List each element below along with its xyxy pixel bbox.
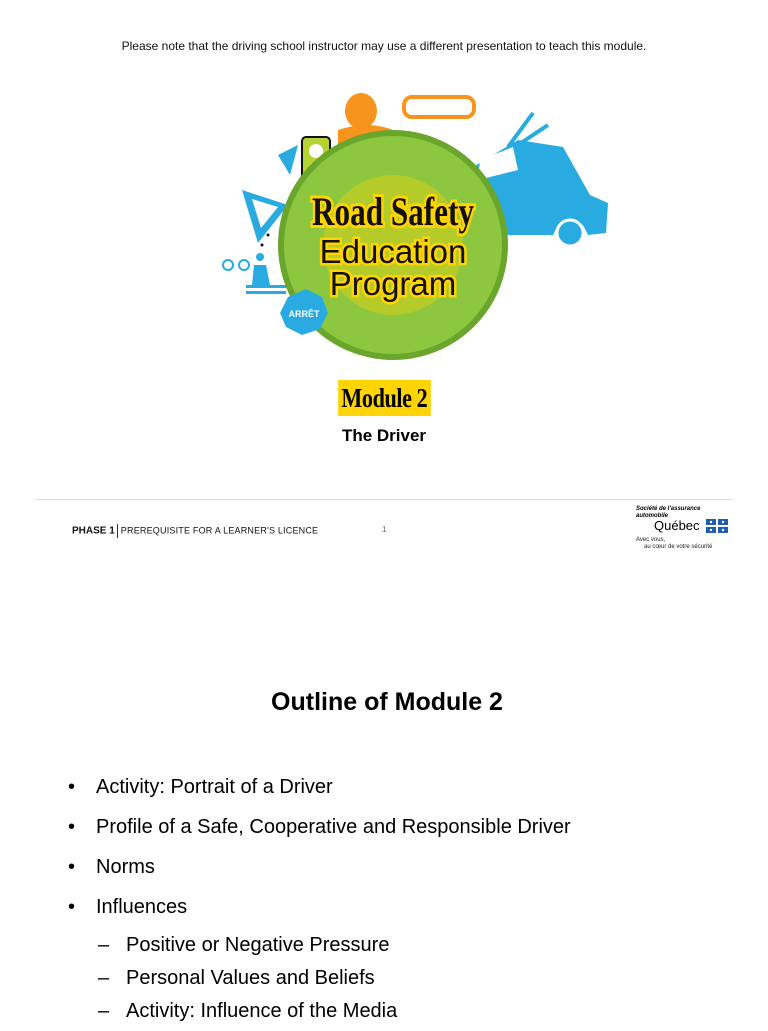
- sub-list-item-text: Activity: Influence of the Media: [126, 1000, 398, 1022]
- phase-requirement: PREREQUISITE FOR A LEARNER'S LICENCE: [120, 525, 319, 536]
- dash-icon: –: [98, 1000, 110, 1022]
- sub-list-item-text: Positive or Negative Pressure: [126, 934, 390, 956]
- road-safety-logo: [218, 85, 618, 367]
- outline-list: [68, 774, 571, 934]
- phase-label: PHASE 1: [72, 525, 115, 537]
- presentation-note: Please note that the driving school instructor may use a different presentation to teach this module.: [121, 39, 647, 53]
- svg-text:ARRÊT: ARRÊT: [288, 309, 320, 319]
- quebec-flag-icon: [706, 519, 728, 533]
- slide-divider: [36, 499, 732, 500]
- list-item: [68, 854, 571, 894]
- sub-list-item: [98, 998, 397, 1031]
- module-badge: [0, 380, 768, 416]
- list-item-text: Activity: Portrait of a Driver: [96, 776, 333, 798]
- pedestrian-bike-illustration: [223, 253, 286, 294]
- sub-list-item: [98, 932, 397, 965]
- dash-icon: –: [98, 934, 110, 956]
- saaq-tagline-line-2: au cœur de votre sécurité: [644, 544, 713, 550]
- sub-list-item: [98, 965, 397, 998]
- list-item: [68, 814, 571, 854]
- arrow-sign-illustration: [278, 145, 298, 175]
- saaq-tagline: [636, 537, 712, 551]
- bullet-icon: •: [68, 856, 76, 878]
- bullet-icon: •: [68, 816, 76, 838]
- dash-icon: –: [98, 967, 110, 989]
- svg-text:Program: Program: [329, 265, 457, 302]
- bullet-icon: •: [68, 896, 76, 918]
- list-item: [68, 774, 571, 814]
- saaq-logo: [636, 506, 736, 556]
- page-number: 1: [382, 525, 387, 534]
- list-item-text: Influences: [96, 896, 188, 918]
- svg-text:Road Safety: Road Safety: [311, 189, 475, 234]
- mirror-illustration: [404, 97, 474, 117]
- svg-text:Education: Education: [319, 233, 467, 270]
- footer-phase: [72, 524, 318, 538]
- list-item-text: Norms: [96, 856, 155, 878]
- saaq-tagline-line-1: Avec vous,: [636, 537, 666, 543]
- list-item: [68, 894, 571, 934]
- module-badge-label: Module 2: [338, 380, 430, 416]
- list-item-text: Profile of a Safe, Cooperative and Responsible Driver: [96, 816, 571, 838]
- bullet-icon: •: [68, 776, 76, 798]
- saaq-name: Société de l'assurance automobile: [636, 506, 701, 519]
- footer-separator: [117, 524, 118, 538]
- quebec-wordmark: Québec: [654, 518, 700, 533]
- outline-sublist: [98, 932, 397, 1031]
- sub-list-item-text: Personal Values and Beliefs: [126, 967, 375, 989]
- module-subtitle: The Driver: [341, 426, 427, 445]
- outline-title: Outline of Module 2: [271, 688, 503, 716]
